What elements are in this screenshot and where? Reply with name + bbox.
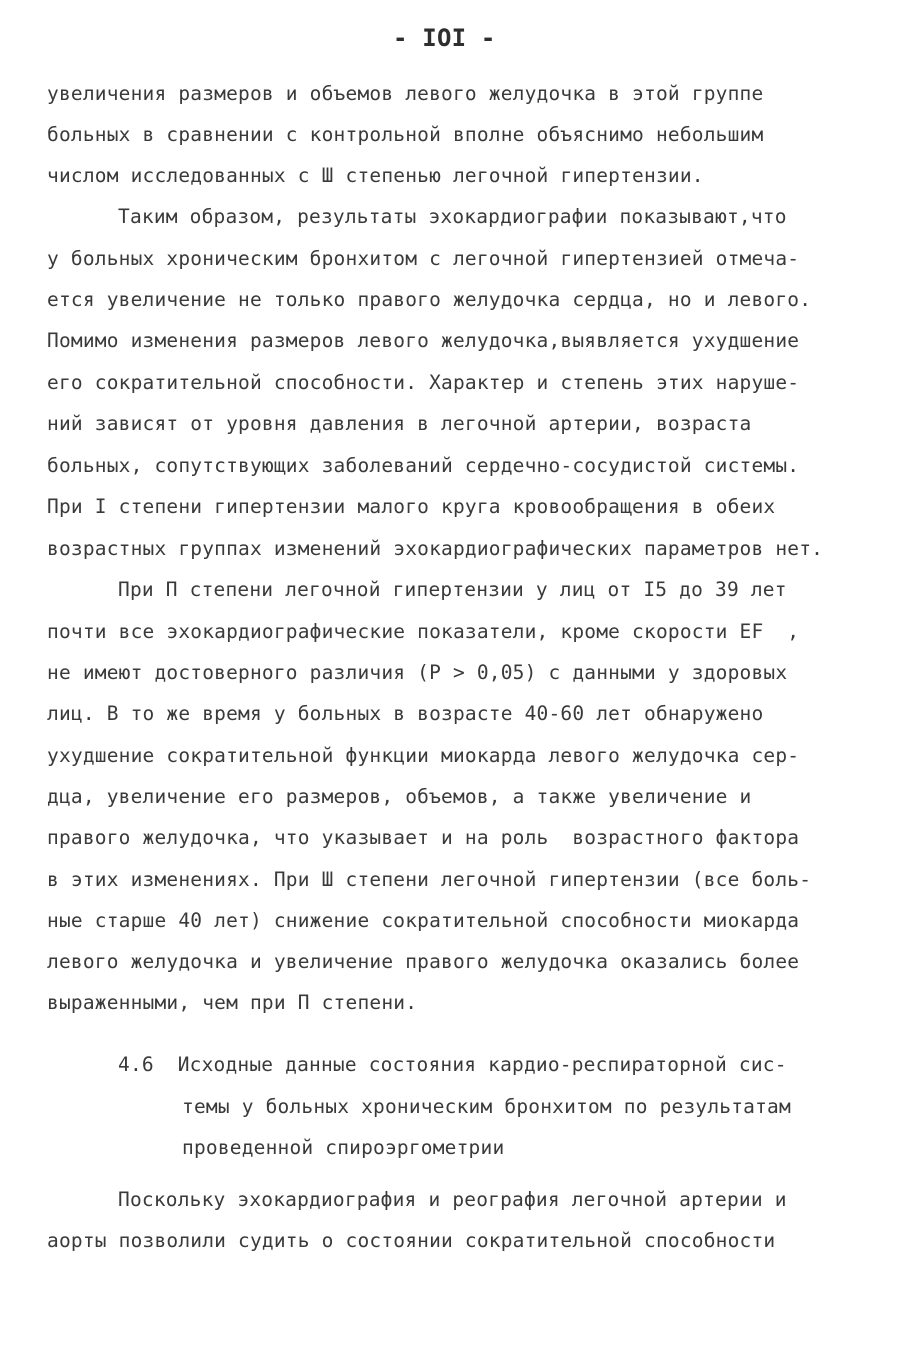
text-line: При П степени легочной гипертензии у лиц от I5 до 39 лет — [118, 578, 787, 601]
page-number: - IOI - — [393, 24, 496, 52]
text-line: больных, сопутствующих заболеваний сердечно-сосудистой системы. — [47, 454, 800, 477]
text-line: Таким образом, результаты эхокардиографии показывают,что — [118, 205, 787, 228]
text-line: левого желудочка и увеличение правого желудочка оказались более — [47, 950, 800, 973]
section-heading-line: проведенной спироэргометрии — [182, 1136, 505, 1159]
section-heading-line: темы у больных хроническим бронхитом по результатам — [182, 1095, 791, 1118]
text-line: ные старше 40 лет) снижение сократительной способности миокарда — [47, 909, 800, 932]
text-line: правого желудочка, что указывает и на роль возрастного фактора — [47, 826, 800, 849]
text-line: в этих изменениях. При Ш степени легочной гипертензии (все боль- — [47, 868, 812, 891]
text-line: у больных хроническим бронхитом с легочной гипертензией отмеча- — [47, 247, 800, 270]
text-line: При I степени гипертензии малого круга кровообращения в обеих — [47, 495, 776, 518]
section-heading-line: 4.6 Исходные данные состояния кардио-респираторной сис- — [118, 1053, 787, 1076]
text-line: ухудшение сократительной функции миокарда левого желудочка сер- — [47, 744, 800, 767]
text-line: Помимо изменения размеров левого желудочка,выявляется ухудшение — [47, 329, 800, 352]
text-line: увеличения размеров и объемов левого желудочка в этой группе — [47, 82, 764, 105]
text-line: больных в сравнении с контрольной вполне объяснимо небольшим — [47, 123, 764, 146]
text-line: почти все эхокардиографические показатели, кроме скорости EF , — [47, 620, 800, 643]
text-line: ется увеличение не только правого желудочка сердца, но и левого. — [47, 288, 812, 311]
text-line: аорты позволили судить о состоянии сократительной способности — [47, 1229, 776, 1252]
text-line: лиц. В то же время у больных в возрасте 40-60 лет обнаружено — [47, 702, 764, 725]
text-line: дца, увеличение его размеров, объемов, а также увеличение и — [47, 785, 752, 808]
text-line: его сократительной способности. Характер и степень этих наруше- — [47, 371, 800, 394]
text-line: возрастных группах изменений эхокардиографических параметров нет. — [47, 537, 824, 560]
text-line: числом исследованных с Ш степенью легочной гипертензии. — [47, 164, 704, 187]
text-line: ний зависят от уровня давления в легочной артерии, возраста — [47, 412, 752, 435]
text-line: выраженными, чем при П степени. — [47, 991, 418, 1014]
text-line: не имеют достоверного различия (Р > 0,05) с данными у здоровых — [47, 661, 788, 684]
text-line: Поскольку эхокардиография и реография легочной артерии и — [118, 1188, 787, 1211]
